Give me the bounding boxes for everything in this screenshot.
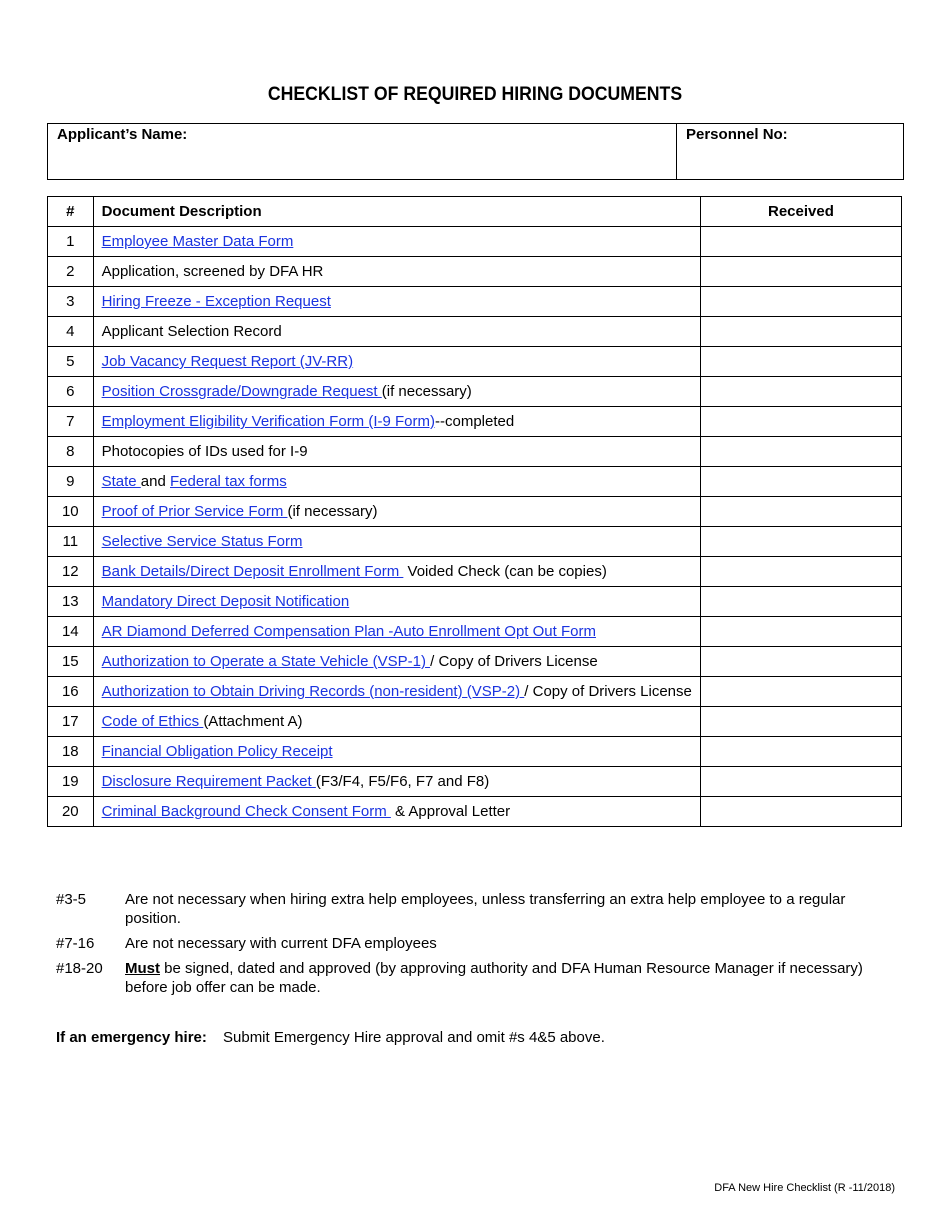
row-number: 9 — [48, 467, 94, 497]
document-link[interactable]: Code of Ethics — [101, 713, 204, 730]
note-ref: #3-5 — [56, 891, 87, 908]
received-checkbox-cell[interactable] — [700, 257, 901, 287]
document-link[interactable]: Job Vacancy Request Report (JV-RR) — [101, 353, 354, 370]
row-description — [93, 677, 700, 707]
emergency-text: Submit Emergency Hire approval and omit #s 4&5 above. — [223, 1029, 605, 1046]
description-text: (F3/F4, F5/F6, F7 and F8) — [315, 773, 490, 790]
row-number: 18 — [48, 737, 94, 767]
document-link[interactable]: Criminal Background Check Consent Form — [101, 803, 391, 820]
description-text: and — [140, 473, 170, 490]
description-text: Application, screened by DFA HR — [101, 263, 324, 280]
received-checkbox-cell[interactable] — [700, 587, 901, 617]
document-link[interactable]: State — [101, 473, 141, 490]
document-link[interactable]: Proof of Prior Service Form — [101, 503, 288, 520]
received-checkbox-cell[interactable] — [700, 317, 901, 347]
documents-table — [47, 196, 902, 827]
personnel-number-field[interactable] — [677, 124, 903, 179]
received-checkbox-cell[interactable] — [700, 797, 901, 827]
table-row — [48, 407, 902, 437]
row-number: 14 — [48, 617, 94, 647]
emergency-hire-note — [56, 1029, 605, 1046]
row-description — [93, 587, 700, 617]
page-title: CHECKLIST OF REQUIRED HIRING DOCUMENTS — [267, 84, 683, 105]
row-description — [93, 407, 700, 437]
row-description — [93, 287, 700, 317]
note-text: Are not necessary when hiring extra help employees, unless transferring an extra help employee to a regular position. — [125, 891, 846, 927]
personnel-number-label: Personnel No: — [686, 126, 788, 143]
table-row — [48, 767, 902, 797]
note-ref: #7-16 — [56, 935, 95, 952]
note-item — [56, 934, 896, 953]
document-link[interactable]: Selective Service Status Form — [101, 533, 303, 550]
description-text: (if necessary) — [381, 383, 472, 400]
table-row — [48, 587, 902, 617]
table-row — [48, 617, 902, 647]
description-text: / Copy of Drivers License — [430, 653, 598, 670]
row-description — [93, 617, 700, 647]
note-text-container — [125, 959, 896, 997]
received-checkbox-cell[interactable] — [700, 527, 901, 557]
description-text: & Approval Letter — [390, 803, 511, 820]
received-checkbox-cell[interactable] — [700, 497, 901, 527]
received-checkbox-cell[interactable] — [700, 647, 901, 677]
received-checkbox-cell[interactable] — [700, 617, 901, 647]
document-link[interactable]: Bank Details/Direct Deposit Enrollment Form — [101, 563, 404, 580]
received-checkbox-cell[interactable] — [700, 377, 901, 407]
received-checkbox-cell[interactable] — [700, 707, 901, 737]
row-description — [93, 437, 700, 467]
row-number: 1 — [48, 227, 94, 257]
document-link[interactable]: Federal tax forms — [170, 473, 287, 490]
document-link[interactable]: Hiring Freeze - Exception Request — [101, 293, 331, 310]
row-description — [93, 557, 700, 587]
received-checkbox-cell[interactable] — [700, 467, 901, 497]
note-text: be signed, dated and approved (by approving authority and DFA Human Resource Manager if necessary) before job offer can be made. — [125, 960, 863, 996]
applicant-name-field[interactable] — [48, 124, 677, 179]
table-row — [48, 557, 902, 587]
description-text: Applicant Selection Record — [101, 323, 282, 340]
row-number: 2 — [48, 257, 94, 287]
row-description — [93, 257, 700, 287]
table-row — [48, 497, 902, 527]
footer-revision: DFA New Hire Checklist (R -11/2018) — [714, 1182, 895, 1194]
description-text: Photocopies of IDs used for I-9 — [101, 443, 308, 460]
row-number: 10 — [48, 497, 94, 527]
row-number: 12 — [48, 557, 94, 587]
table-row — [48, 647, 902, 677]
description-text: (Attachment A) — [203, 713, 303, 730]
received-checkbox-cell[interactable] — [700, 737, 901, 767]
row-number: 7 — [48, 407, 94, 437]
row-description — [93, 317, 700, 347]
table-row — [48, 467, 902, 497]
row-number: 17 — [48, 707, 94, 737]
document-link[interactable]: Employee Master Data Form — [101, 233, 294, 250]
description-text: / Copy of Drivers License — [524, 683, 692, 700]
row-number: 15 — [48, 647, 94, 677]
table-row — [48, 347, 902, 377]
received-checkbox-cell[interactable] — [700, 557, 901, 587]
row-description — [93, 377, 700, 407]
row-number: 5 — [48, 347, 94, 377]
table-row — [48, 317, 902, 347]
description-text: (if necessary) — [287, 503, 378, 520]
row-description — [93, 497, 700, 527]
table-row — [48, 707, 902, 737]
received-checkbox-cell[interactable] — [700, 347, 901, 377]
note-ref: #18-20 — [56, 960, 103, 977]
note-item — [56, 959, 896, 997]
table-row — [48, 227, 902, 257]
table-row — [48, 737, 902, 767]
header-number: # — [48, 197, 94, 227]
must-emphasis: Must — [125, 960, 160, 977]
document-link[interactable]: Authorization to Obtain Driving Records (non-resident) (VSP-2) — [101, 683, 525, 700]
table-row — [48, 527, 902, 557]
row-description — [93, 347, 700, 377]
document-link[interactable]: AR Diamond Deferred Compensation Plan -Auto Enrollment Opt Out Form — [101, 623, 596, 640]
row-number: 13 — [48, 587, 94, 617]
document-link[interactable]: Position Crossgrade/Downgrade Request — [101, 383, 382, 400]
row-description — [93, 767, 700, 797]
received-checkbox-cell[interactable] — [700, 227, 901, 257]
document-link[interactable]: Financial Obligation Policy Receipt — [101, 743, 333, 760]
document-link[interactable]: Mandatory Direct Deposit Notification — [101, 593, 350, 610]
row-description — [93, 707, 700, 737]
note-item — [56, 890, 896, 928]
row-number: 11 — [48, 527, 94, 557]
description-text: Voided Check (can be copies) — [403, 563, 607, 580]
received-checkbox-cell[interactable] — [700, 407, 901, 437]
row-number: 20 — [48, 797, 94, 827]
row-number: 16 — [48, 677, 94, 707]
row-description — [93, 467, 700, 497]
row-description — [93, 797, 700, 827]
table-row — [48, 377, 902, 407]
documents-table-body — [48, 227, 902, 827]
note-text: Are not necessary with current DFA employees — [125, 935, 437, 952]
table-row — [48, 437, 902, 467]
received-checkbox-cell[interactable] — [700, 437, 901, 467]
row-description — [93, 527, 700, 557]
row-description — [93, 227, 700, 257]
table-row — [48, 677, 902, 707]
row-number: 4 — [48, 317, 94, 347]
table-header-row — [48, 197, 902, 227]
description-text: --completed — [435, 413, 515, 430]
row-number: 8 — [48, 437, 94, 467]
row-number: 6 — [48, 377, 94, 407]
header-received: Received — [700, 197, 901, 227]
document-link[interactable]: Employment Eligibility Verification Form (I-9 Form) — [101, 413, 436, 430]
table-row — [48, 257, 902, 287]
table-row — [48, 287, 902, 317]
table-row — [48, 797, 902, 827]
received-checkbox-cell[interactable] — [700, 767, 901, 797]
row-number: 19 — [48, 767, 94, 797]
row-description — [93, 647, 700, 677]
emergency-label: If an emergency hire: — [56, 1029, 207, 1046]
received-checkbox-cell[interactable] — [700, 677, 901, 707]
notes-section — [56, 890, 896, 1003]
header-description: Document Description — [93, 197, 700, 227]
document-link[interactable]: Authorization to Operate a State Vehicle (VSP-1) — [101, 653, 431, 670]
received-checkbox-cell[interactable] — [700, 287, 901, 317]
row-number: 3 — [48, 287, 94, 317]
applicant-name-label: Applicant’s Name: — [57, 126, 188, 143]
document-link[interactable]: Disclosure Requirement Packet — [101, 773, 316, 790]
applicant-info-box — [47, 123, 904, 180]
row-description — [93, 737, 700, 767]
